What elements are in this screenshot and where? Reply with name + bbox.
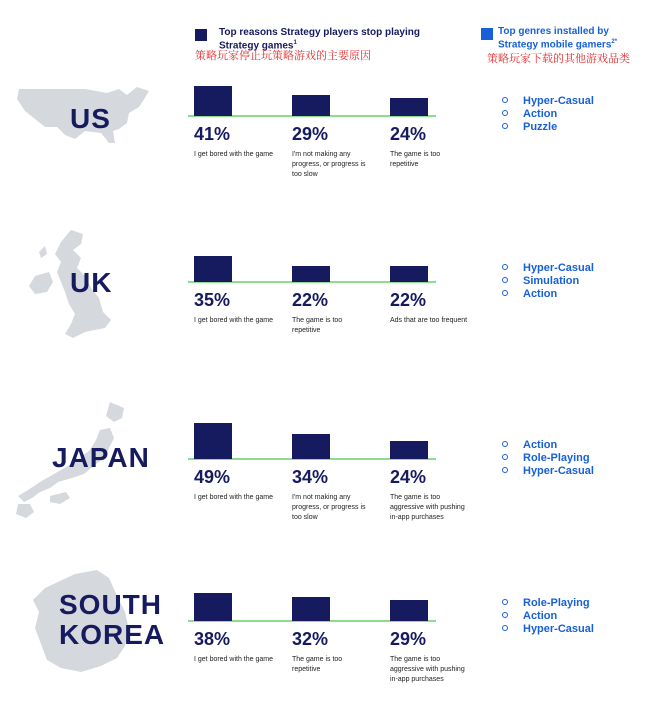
bullet-icon [502, 454, 508, 460]
bar-uk-1 [194, 256, 232, 282]
value-label-us-2: 29% [292, 124, 329, 144]
genre-label: Role-Playing [523, 452, 590, 464]
genre-label: Hyper-Casual [523, 465, 594, 477]
legend-genres-title: Top genres installed by Strategy mobile gamers$^{2*}$ [498, 26, 618, 51]
category-label-south-korea-2: The game is too repetitive [292, 656, 343, 673]
bullet-icon [502, 599, 508, 605]
bar-south-korea-2 [292, 597, 330, 621]
category-label-uk-3: Ads that are too frequent [390, 317, 468, 324]
value-label-japan-3: 24% [390, 467, 427, 487]
genre-item [502, 288, 594, 301]
bar-us-2 [292, 95, 330, 116]
bullet-icon [502, 612, 508, 618]
country-name-south-korea: SOUTH KOREA [59, 589, 166, 650]
bar-japan-2 [292, 434, 330, 459]
legend-reasons-cn: 策略玩家停止玩策略游戏的主要原因 [195, 50, 371, 62]
category-label-us-2: I'm not making any progress, or progress is too slow [292, 151, 366, 178]
legend-reasons-title: Top reasons Strategy players stop playing Strategy games$^1$ [219, 27, 420, 52]
genre-label: Hyper-Casual [523, 95, 594, 107]
genre-item [502, 262, 594, 275]
category-label-uk-2: The game is too repetitive [292, 317, 343, 334]
genre-item [502, 610, 594, 623]
legend-genres-cn: 策略玩家下载的其他游戏品类 [487, 53, 630, 65]
bar-japan-3 [390, 441, 428, 459]
genre-item [502, 439, 594, 452]
bullet-icon [502, 277, 508, 283]
genre-item [502, 275, 594, 288]
genre-item [502, 623, 594, 636]
genre-label: Action [523, 439, 558, 451]
bar-uk-2 [292, 266, 330, 282]
bullet-icon [502, 264, 508, 270]
category-label-us-1: I get bored with the game [194, 151, 273, 158]
bar-uk-3 [390, 266, 428, 282]
value-label-japan-2: 34% [292, 467, 329, 487]
genre-item [502, 452, 594, 465]
genre-item [502, 121, 594, 134]
value-label-uk-2: 22% [292, 290, 329, 310]
genre-item [502, 597, 594, 610]
genre-label: Simulation [523, 275, 580, 287]
genre-label: Action [523, 288, 558, 300]
country-name-us: US [70, 103, 111, 134]
genre-label: Puzzle [523, 121, 558, 133]
legend-genres-swatch [481, 28, 493, 40]
value-label-uk-3: 22% [390, 290, 427, 310]
category-label-south-korea-3: The game is too aggressive with pushing in-app purchases [390, 656, 465, 683]
bar-japan-1 [194, 423, 232, 459]
category-label-japan-3: The game is too aggressive with pushing in-app purchases [390, 494, 465, 521]
category-label-us-3: The game is too repetitive [390, 151, 441, 168]
category-label-south-korea-1: I get bored with the game [194, 656, 273, 663]
genre-list-japan [502, 439, 594, 478]
genre-item [502, 465, 594, 478]
value-label-south-korea-1: 38% [194, 629, 231, 649]
value-label-uk-1: 35% [194, 290, 231, 310]
genre-label: Action [523, 108, 558, 120]
bullet-icon [502, 110, 508, 116]
genre-list-uk [502, 262, 594, 301]
value-label-south-korea-2: 32% [292, 629, 329, 649]
bar-south-korea-3 [390, 600, 428, 621]
country-name-uk: UK [70, 267, 113, 298]
bullet-icon [502, 97, 508, 103]
genre-label: Role-Playing [523, 597, 590, 609]
bar-us-3 [390, 98, 428, 116]
legend-reasons-swatch [195, 29, 207, 41]
bullet-icon [502, 625, 508, 631]
value-label-us-3: 24% [390, 124, 427, 144]
value-label-us-1: 41% [194, 124, 231, 144]
bullet-icon [502, 123, 508, 129]
bullet-icon [502, 441, 508, 447]
country-name-japan: JAPAN [52, 442, 150, 473]
genre-label: Hyper-Casual [523, 262, 594, 274]
genre-item [502, 95, 594, 108]
bullet-icon [502, 290, 508, 296]
genre-item [502, 108, 594, 121]
value-label-japan-1: 49% [194, 467, 231, 487]
value-label-south-korea-3: 29% [390, 629, 427, 649]
genre-label: Hyper-Casual [523, 623, 594, 635]
genre-label: Action [523, 610, 558, 622]
genre-list-us [502, 95, 594, 134]
bar-us-1 [194, 86, 232, 116]
bar-south-korea-1 [194, 593, 232, 621]
category-label-uk-1: I get bored with the game [194, 317, 273, 324]
category-label-japan-1: I get bored with the game [194, 494, 273, 501]
genre-list-south-korea [502, 597, 594, 636]
bullet-icon [502, 467, 508, 473]
category-label-japan-2: I'm not making any progress, or progress is too slow [292, 494, 366, 521]
